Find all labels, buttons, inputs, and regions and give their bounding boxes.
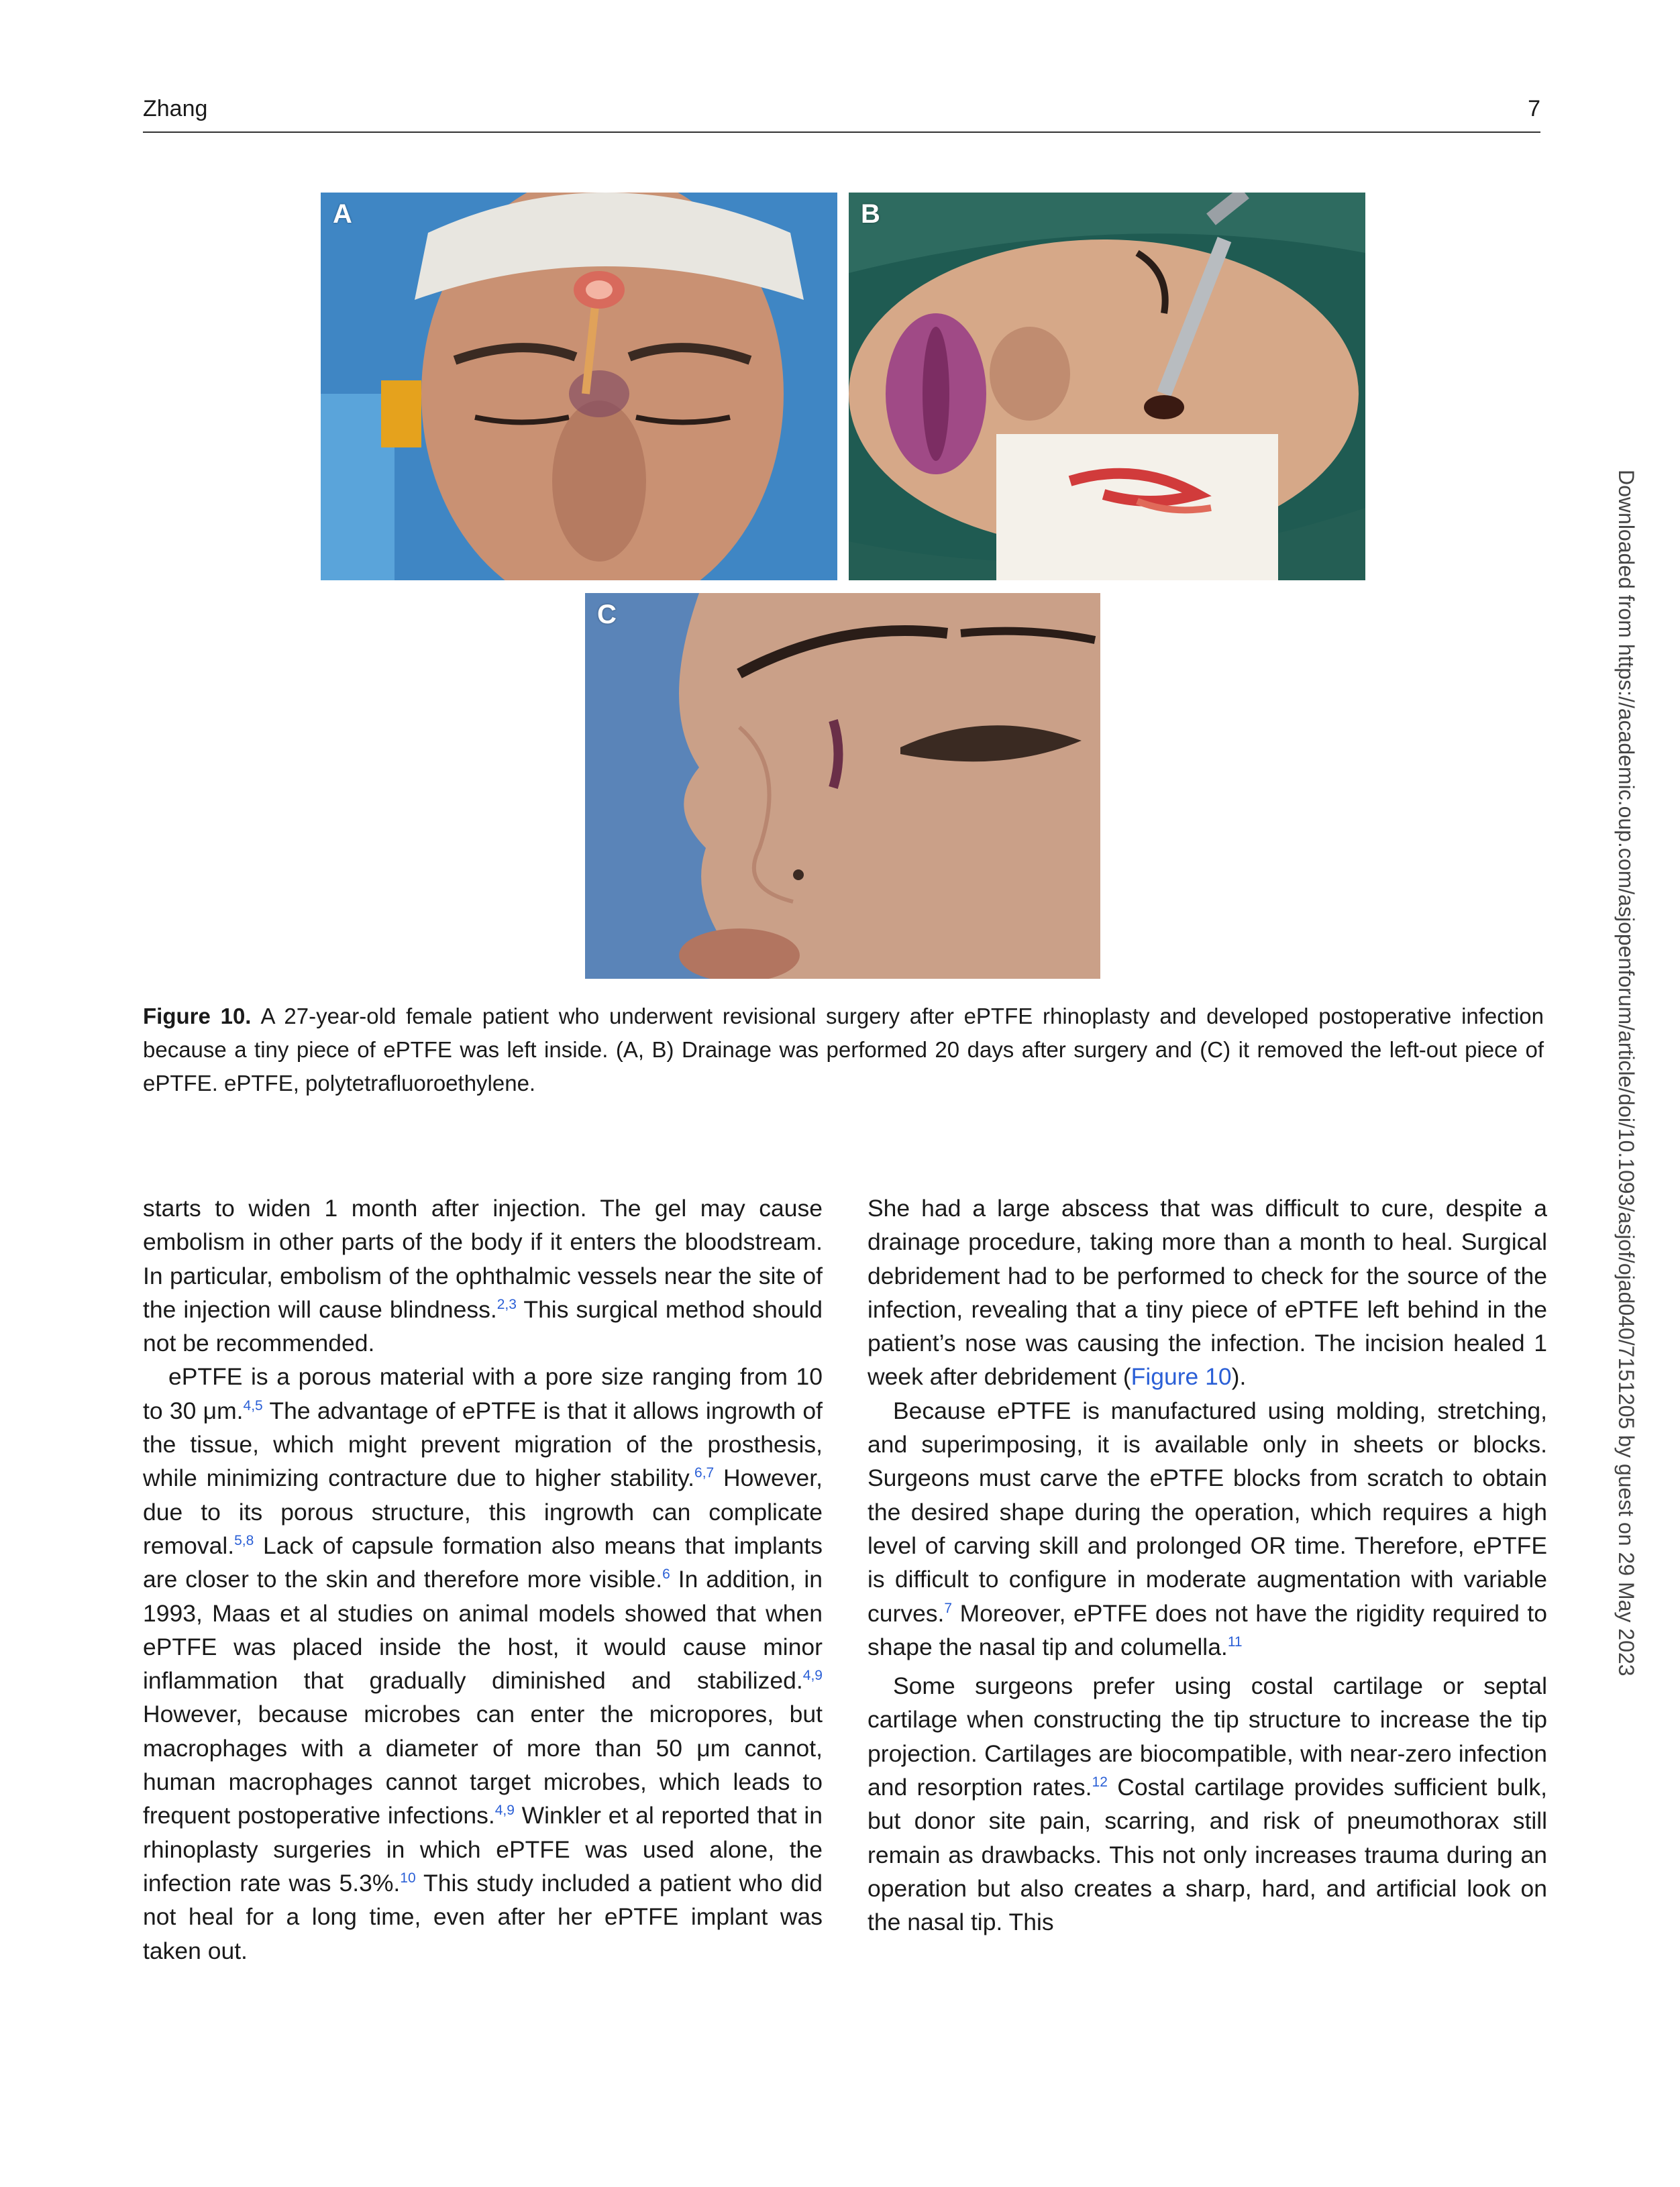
download-watermark: Downloaded from https://academic.oup.com/asjopenforum/article/doi/10.1093/asjof/ojad040/7151205 by guest on 29 May 2023 — [1614, 470, 1638, 1676]
text-run: Lack of capsule formation also means that implants are closer to the skin and therefore more visible. — [143, 1532, 823, 1593]
text-run: Winkler et al reported that in rhinoplasty surgeries in which ePTFE was used alone, the infection rate was 5.3%. — [143, 1802, 823, 1897]
figure-photo-a — [321, 193, 837, 580]
figure-photo-c — [585, 593, 1100, 979]
text-run: This surgical method should not be recommended. — [143, 1295, 823, 1357]
citation[interactable]: 4,9 — [494, 1803, 515, 1819]
header-divider — [143, 131, 1540, 133]
citation[interactable]: 6 — [662, 1566, 670, 1583]
text-run: starts to widen 1 month after injection. The gel may cause embolism in other parts of the body if it enters the bloodstream. In particular, embolism of the ophthalmic vessels near the site of the injection will cause blindness. — [143, 1195, 823, 1323]
citation[interactable]: 4,5 — [243, 1397, 263, 1413]
citation[interactable]: 6,7 — [694, 1465, 715, 1481]
text-run: ). — [1231, 1363, 1247, 1391]
paragraph — [868, 1669, 1547, 1939]
text-run: In addition, in 1993, Maas et al studies on animal models showed that when ePTFE was placed inside the host, it would cause minor inflammation that gradually diminished and stabilized. — [143, 1566, 823, 1695]
body-column-right — [868, 1191, 1547, 1939]
text-run: However, because microbes can enter the micropores, but macrophages with a diameter of more than 50 μm cannot, human macrophages cannot target microbes, which leads to frequent postoperative infections. — [143, 1701, 823, 1829]
text-run: Moreover, ePTFE does not have the rigidity required to shape the nasal tip and columella. — [868, 1599, 1547, 1660]
text-run: Costal cartilage provides sufficient bulk, but donor site pain, scarring, and risk of pneumothorax still remain as drawbacks. This not only increases trauma during an operation but also creates a sharp, hard, and artificial look on the nasal tip. This — [868, 1774, 1547, 1936]
citation[interactable]: 4,9 — [802, 1668, 823, 1684]
citation[interactable]: 11 — [1227, 1634, 1243, 1650]
figure-photo-b — [849, 193, 1365, 580]
text-run: Because ePTFE is manufactured using molding, stretching, and superimposing, it is available only in sheets or blocks. Surgeons must carve the ePTFE blocks from scratch to obtain the desired shape during the operation, which requires a high level of carving skill and prolonged OR time. Therefore, ePTFE is difficult to configure in moderate augmentation with variable curves. — [868, 1397, 1547, 1627]
figure-caption-label: Figure 10. — [143, 1004, 252, 1028]
paragraph — [143, 1191, 823, 1360]
paragraph — [868, 1191, 1547, 1394]
page-number: 7 — [1528, 96, 1540, 121]
citation[interactable]: 2,3 — [496, 1297, 517, 1313]
panel-label-b: B — [861, 199, 880, 229]
citation[interactable]: 12 — [1092, 1774, 1108, 1791]
text-run: Some surgeons prefer using costal cartilage or septal cartilage when constructing the tip structure to increase the tip projection. Cartilages are biocompatible, with near-zero infection and resorption rates. — [868, 1672, 1547, 1801]
figure-caption — [143, 1000, 1544, 1100]
panel-label-a: A — [333, 199, 352, 229]
citation[interactable]: 5,8 — [234, 1533, 254, 1549]
citation[interactable]: 7 — [944, 1600, 953, 1616]
panel-label-c: C — [597, 600, 617, 629]
text-run: This study included a patient who did not heal for a long time, even after her ePTFE implant was taken out. — [143, 1869, 823, 1964]
text-run: The advantage of ePTFE is that it allows ingrowth of the tissue, which might prevent migration of the prosthesis, while minimizing contracture due to higher stability. — [143, 1397, 823, 1492]
figure-caption-text: A 27-year-old female patient who underwent revisional surgery after ePTFE rhinoplasty and developed postoperative infection because a tiny piece of ePTFE was left inside. (A, B) Drainage was performed 20 days after surgery and (C) it removed the left-out piece of ePTFE. ePTFE, polytetrafluoroethylene. — [143, 1004, 1544, 1096]
figure-link[interactable]: Figure 10 — [1131, 1363, 1232, 1391]
paragraph — [868, 1394, 1547, 1664]
running-head-author: Zhang — [143, 96, 208, 121]
text-run: She had a large abscess that was difficult to cure, despite a drainage procedure, taking more than a month to heal. Surgical debridement had to be performed to check for the source of the infection, revealing that a tiny piece of ePTFE left behind in the patient’s nose was causing the infection. The incision healed 1 week after debridement ( — [868, 1195, 1547, 1391]
paragraph — [143, 1360, 823, 1967]
text-run: ePTFE is a porous material with a pore size ranging from 10 to 30 μm. — [143, 1363, 823, 1424]
body-column-left — [143, 1191, 823, 1968]
text-run: However, due to its porous structure, this ingrowth can complicate removal. — [143, 1464, 823, 1559]
citation[interactable]: 10 — [400, 1870, 416, 1886]
